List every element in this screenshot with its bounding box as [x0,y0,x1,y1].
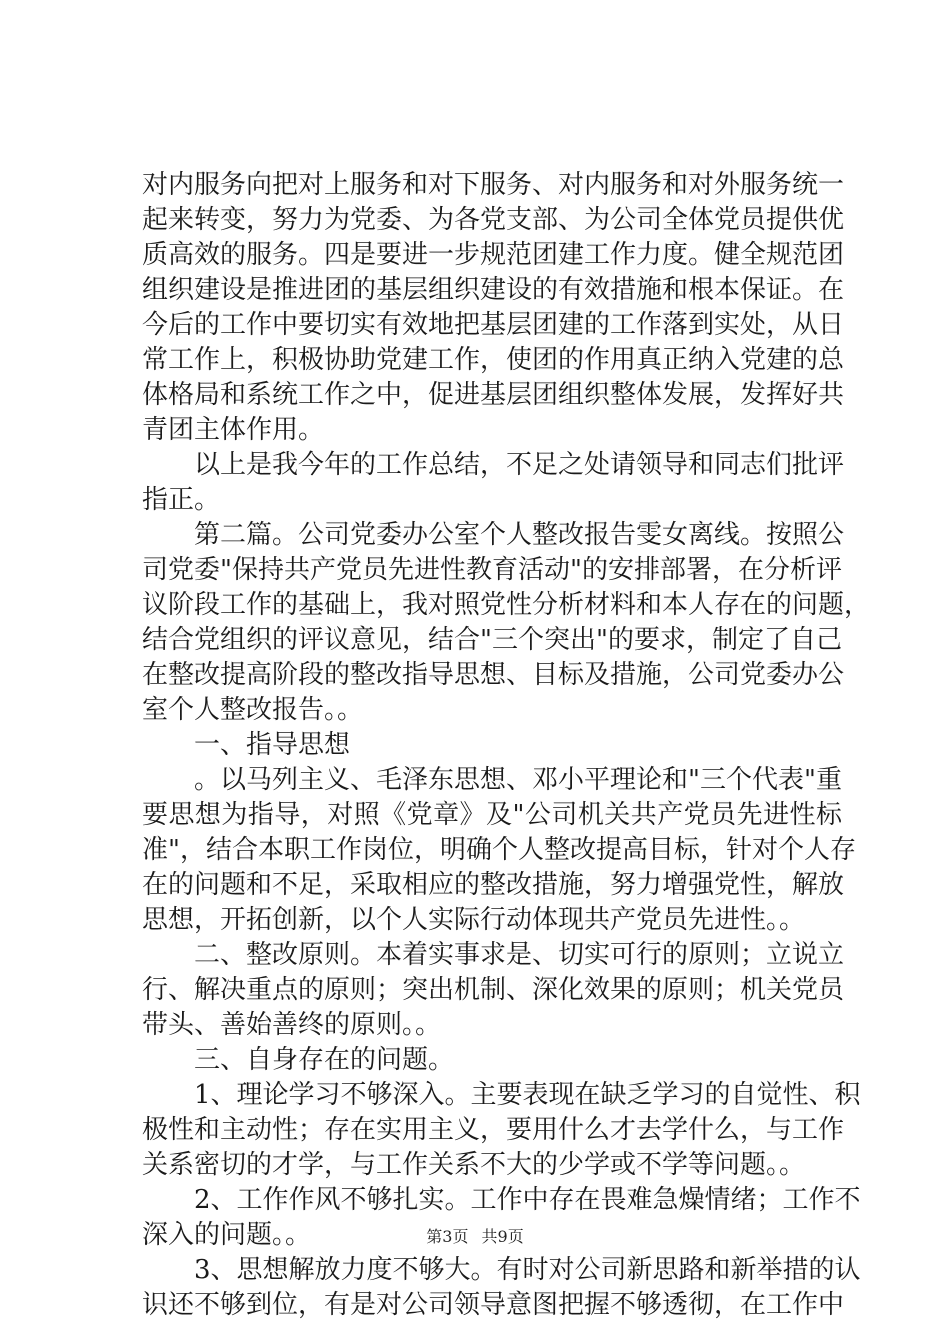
text-line: 带头、善始善终的原则。。 [142,1010,442,1040]
text-line: 极性和主动性；存在实用主义，要用什么才去学什么，与工作 [142,1115,845,1145]
text-line: 识还不够到位，有是对公司领导意图把握不够透彻，在工作中 [142,1290,845,1320]
text-line: 三、自身存在的问题。 [142,1045,455,1075]
text-line: 思想，开拓创新，以个人实际行动体现共产党员先进性。。 [142,905,806,935]
text-line: 准"，结合本职工作岗位，明确个人整改提高目标，针对个人存 [142,835,856,865]
text-line: 行、解决重点的原则；突出机制、深化效果的原则；机关党员 [142,975,845,1005]
text-line: 对内服务向把对上服务和对下服务、对内服务和对外服务统一 [142,170,845,200]
text-line: 组织建设是推进团的基层组织建设的有效措施和根本保证。在 [142,275,845,305]
text-line: 要思想为指导，对照《党章》及"公司机关共产党员先进性标 [142,800,842,830]
text-line: 一、指导思想 [142,730,351,760]
text-line: 深入的问题。。 [142,1220,312,1250]
page-total: 共9页 [481,1227,524,1246]
text-line: 关系密切的才学，与工作关系不大的少学或不学等问题。。 [142,1150,806,1180]
text-line: 起来转变，努力为党委、为各党支部、为公司全体党员提供优 [142,205,845,235]
text-line: 3、思想解放力度不够大。有时对公司新思路和新举措的认 [142,1255,861,1285]
text-line: 议阶段工作的基础上，我对照党性分析材料和本人存在的问题， [142,590,871,620]
text-line: 常工作上，积极协助党建工作，使团的作用真正纳入党建的总 [142,345,845,375]
text-line: 室个人整改报告。。 [142,695,364,725]
text-line: 青团主体作用。 [142,415,325,445]
text-line: 在整改提高阶段的整改指导思想、目标及措施，公司党委办公 [142,660,845,690]
text-line: 。以马列主义、毛泽东思想、邓小平理论和"三个代表"重 [142,765,842,795]
text-line: 以上是我今年的工作总结，不足之处请领导和同志们批评 [142,450,845,480]
page-footer [0,1224,950,1247]
text-line: 今后的工作中要切实有效地把基层团建的工作落到实处，从日 [142,310,845,340]
text-line: 第二篇。公司党委办公室个人整改报告雯女离线。按照公 [142,520,845,550]
text-line: 指正。 [142,485,221,515]
text-line: 质高效的服务。四是要进一步规范团建工作力度。健全规范团 [142,240,845,270]
text-line: 1、理论学习不够深入。主要表现在缺乏学习的自觉性、积 [142,1080,861,1110]
text-line: 二、整改原则。本着实事求是、切实可行的原则；立说立 [142,940,845,970]
text-line: 体格局和系统工作之中，促进基层团组织整体发展，发挥好共 [142,380,845,410]
text-line: 在的问题和不足，采取相应的整改措施，努力增强党性，解放 [142,870,845,900]
text-line: 结合党组织的评议意见，结合"三个突出"的要求，制定了自己 [142,625,842,655]
page-number: 第3页 [426,1227,469,1246]
document-body [142,168,871,1323]
text-line: 2、工作作风不够扎实。工作中存在畏难急燥情绪；工作不 [142,1185,861,1215]
text-line: 司党委"保持共产党员先进性教育活动"的安排部署，在分析评 [142,555,842,585]
